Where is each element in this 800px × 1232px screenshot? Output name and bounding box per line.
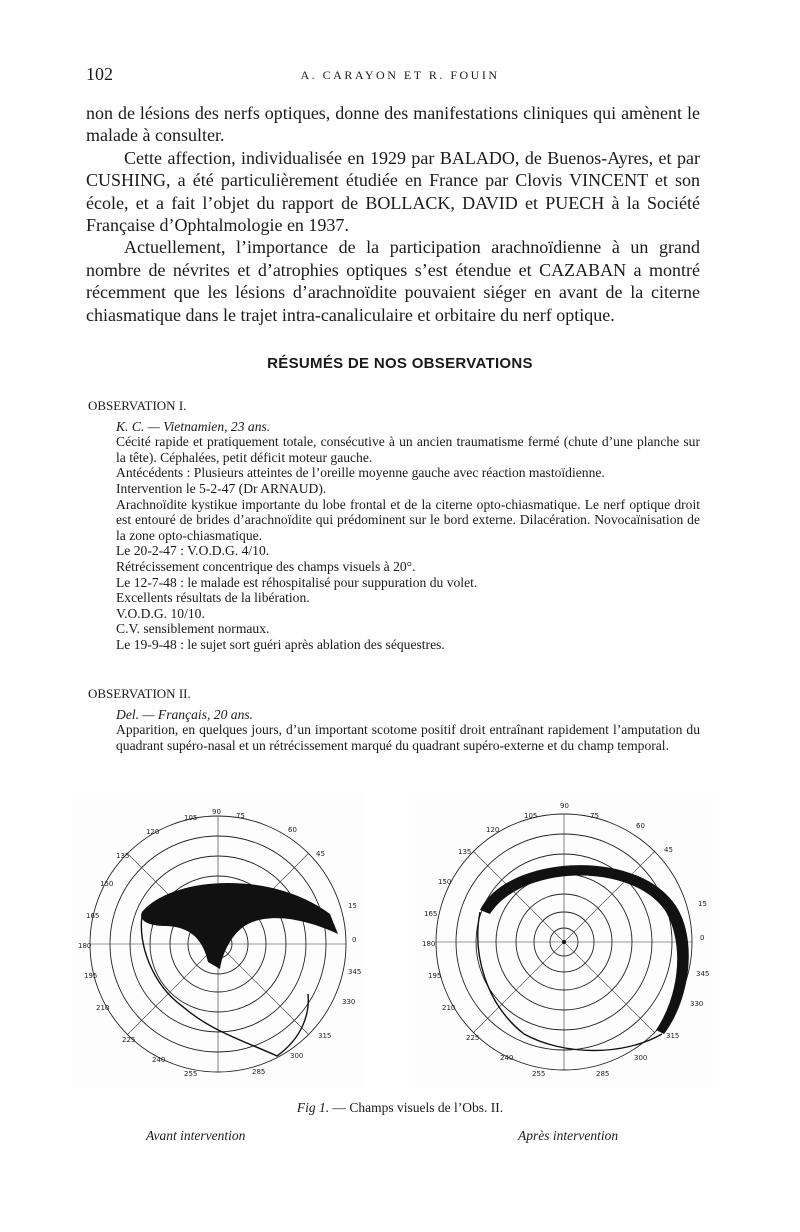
svg-text:0: 0 <box>700 934 705 942</box>
observation-1-line: Le 19-9-48 : le sujet sort guéri après ablation des séquestres. <box>116 636 445 652</box>
observation-1-line: Arachnoïdite kystikue importante du lobe frontal et de la citerne opto-chiasmatique. Le nerf optique droit est entouré de brides d’arachnoïdite qui prédominent sur le bord externe. Dilacération. Novocaïnisation de la zone opto-chiasmatique. <box>116 496 700 543</box>
svg-text:330: 330 <box>690 1000 704 1008</box>
observation-1-line: Antécédents : Plusieurs atteintes de l’oreille moyenne gauche avec réaction mastoïdienne. <box>116 465 605 481</box>
intro-paragraph-3: Actuellement, l’importance de la participation arachnoïdienne à un grand nombre de névrites et d’atrophies optiques s’est étendue et CAZABAN a montré récemment que les lésions d’arachnoïdite pouvaient siéger en avant de la citerne chiasmatique dans le trajet intra-canaliculaire et orbitaire du nerf optique. <box>86 237 700 325</box>
svg-text:345: 345 <box>348 968 362 976</box>
visual-field-before <box>72 794 364 1088</box>
svg-text:255: 255 <box>532 1070 546 1078</box>
svg-text:255: 255 <box>184 1070 198 1078</box>
svg-text:60: 60 <box>288 826 297 834</box>
visual-field-after <box>414 794 714 1088</box>
svg-text:225: 225 <box>122 1036 136 1044</box>
svg-text:330: 330 <box>342 998 356 1006</box>
svg-text:90: 90 <box>560 802 569 810</box>
svg-text:345: 345 <box>696 970 710 978</box>
svg-text:210: 210 <box>96 1004 110 1012</box>
observation-1-title: OBSERVATION I. <box>88 398 187 413</box>
observation-1-line: Le 12-7-48 : le malade est réhospitalisé pour suppuration du volet. <box>116 574 478 590</box>
observation-2-title: OBSERVATION II. <box>88 686 191 701</box>
svg-text:135: 135 <box>458 848 472 856</box>
svg-text:15: 15 <box>348 902 357 910</box>
scotoma-area <box>141 883 338 969</box>
figure-caption-prefix: Fig 1. <box>296 1100 330 1115</box>
svg-text:210: 210 <box>442 1004 456 1012</box>
svg-text:90: 90 <box>212 808 221 816</box>
observation-1-line: C.V. sensiblement normaux. <box>116 621 270 637</box>
running-header: A. CARAYON ET R. FOUIN <box>300 68 500 82</box>
svg-text:45: 45 <box>664 846 673 854</box>
svg-text:15: 15 <box>698 900 707 908</box>
observation-1-line: V.O.D.G. 10/10. <box>116 605 205 621</box>
svg-text:195: 195 <box>428 972 442 980</box>
svg-text:165: 165 <box>86 912 100 920</box>
observation-1-line: Excellents résultats de la libération. <box>116 590 310 606</box>
observation-2 <box>88 686 700 753</box>
svg-text:60: 60 <box>636 822 645 830</box>
svg-text:75: 75 <box>236 812 245 820</box>
svg-text:180: 180 <box>78 942 92 950</box>
svg-text:315: 315 <box>666 1032 680 1040</box>
observation-1 <box>88 398 700 653</box>
fixation-point <box>562 940 566 944</box>
svg-text:165: 165 <box>424 910 438 918</box>
figure-caption-text: — Champs visuels de l’Obs. II. <box>332 1100 504 1115</box>
page-number: 102 <box>86 64 113 84</box>
svg-text:195: 195 <box>84 972 98 980</box>
intro-text <box>86 102 700 326</box>
section-heading: RÉSUMÉS DE NOS OBSERVATIONS <box>267 355 533 372</box>
label-after: Après intervention <box>518 1128 619 1143</box>
scotoma-ring <box>480 865 689 1034</box>
observation-2-line: Apparition, en quelques jours, d’un important scotome positif droit entraînant rapidement l’amputation du quadrant supéro-nasal et un rétrécissement marqué du quadrant supéro-externe et du champ temporal. <box>116 722 700 753</box>
svg-text:240: 240 <box>152 1056 166 1064</box>
svg-text:180: 180 <box>422 940 436 948</box>
observation-1-line: Cécité rapide et pratiquement totale, consécutive à un ancien traumatisme fermé (chute d’une planche sur la tête). Céphalées, petit déficit moteur gauche. <box>116 434 700 465</box>
observation-1-patient: K. C. — Vietnamien, 23 ans. <box>116 418 271 434</box>
observation-1-line: Intervention le 5-2-47 (Dr ARNAUD). <box>116 480 327 496</box>
observation-2-patient: Del. — Français, 20 ans. <box>116 706 254 722</box>
svg-text:150: 150 <box>100 880 114 888</box>
svg-text:150: 150 <box>438 878 452 886</box>
svg-text:105: 105 <box>524 812 538 820</box>
svg-text:315: 315 <box>318 1032 332 1040</box>
label-before: Avant intervention <box>146 1128 246 1143</box>
svg-text:135: 135 <box>116 852 130 860</box>
svg-text:285: 285 <box>252 1068 266 1076</box>
intro-paragraph-2: Cette affection, individualisée en 1929 par BALADO, de Buenos-Ayres, et par CUSHING, a été particulièrement étudiée en France par Clovis VINCENT et son école, et a fait l’objet du rapport de BOLLACK, DAVID et PUECH à la Société Française d’Ophtalmologie en 1937. <box>86 147 700 236</box>
svg-text:300: 300 <box>634 1054 648 1062</box>
svg-text:45: 45 <box>316 850 325 858</box>
svg-text:120: 120 <box>146 828 160 836</box>
svg-text:240: 240 <box>500 1054 514 1062</box>
svg-text:105: 105 <box>184 814 198 822</box>
svg-text:120: 120 <box>486 826 500 834</box>
intro-paragraph-1: non de lésions des nerfs optiques, donne des manifestations cliniques qui amènent le malade à consulter. <box>86 103 700 146</box>
svg-text:0: 0 <box>352 936 357 944</box>
svg-text:225: 225 <box>466 1034 480 1042</box>
svg-text:300: 300 <box>290 1052 304 1060</box>
svg-text:75: 75 <box>590 812 599 820</box>
figure-caption <box>0 1100 800 1116</box>
svg-text:285: 285 <box>596 1070 610 1078</box>
observation-1-line: Le 20-2-47 : V.O.D.G. 4/10. <box>116 543 270 559</box>
fixation-point <box>216 942 220 946</box>
observation-1-line: Rétrécissement concentrique des champs visuels à 20°. <box>116 558 416 574</box>
